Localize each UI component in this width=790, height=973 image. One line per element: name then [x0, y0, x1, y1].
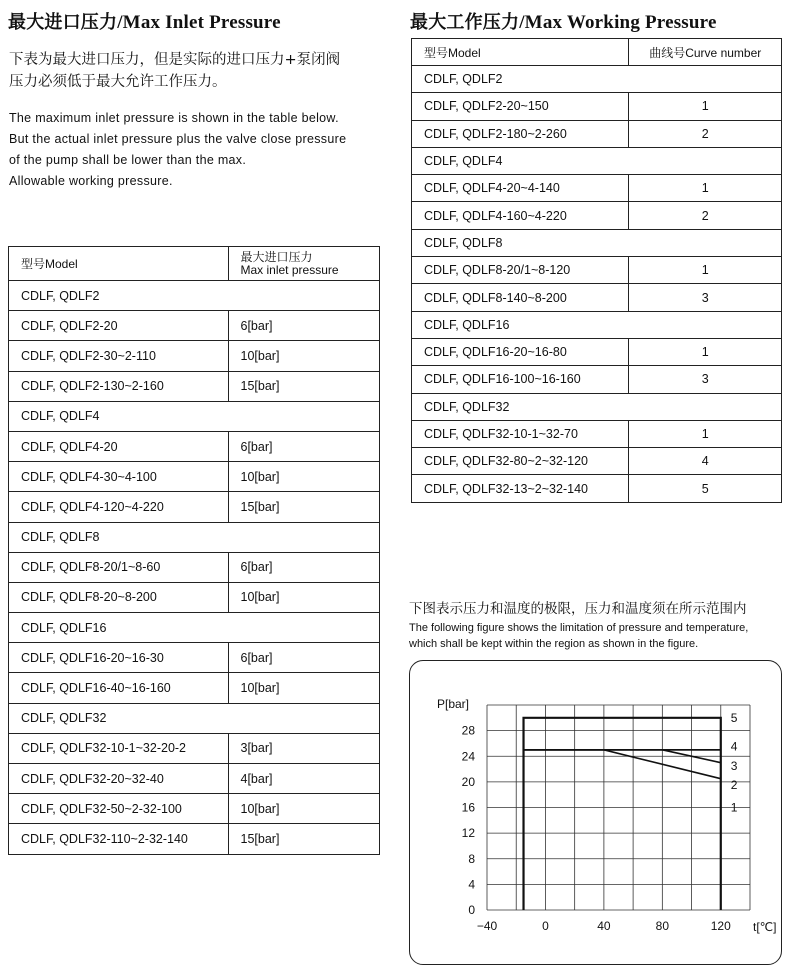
table-row	[9, 764, 380, 794]
model-cell: CDLF, QDLF8-20/1~8-120	[412, 257, 629, 284]
table-row	[412, 147, 782, 174]
table-row	[9, 341, 380, 371]
table-row	[9, 552, 380, 582]
col-curve-number-header: 曲线号Curve number	[629, 39, 782, 66]
model-cell: CDLF, QDLF2-20~150	[412, 93, 629, 120]
value-cell: 1	[629, 175, 782, 202]
model-cell: CDLF, QDLF2-30~2-110	[9, 341, 229, 371]
table-row	[412, 475, 782, 502]
value-cell: 1	[629, 93, 782, 120]
figure-note-en-line: which shall be kept within the region as shown in the figure.	[409, 638, 699, 650]
working-title-cn: 最大工作压力	[410, 12, 520, 33]
y-tick-label: 12	[461, 826, 475, 841]
curve-label-4: 4	[730, 739, 738, 754]
working-pressure-title	[410, 8, 717, 34]
table-row	[9, 613, 380, 643]
value-cell: 6[bar]	[228, 431, 380, 461]
model-cell: CDLF, QDLF32-10-1~32-70	[412, 420, 629, 447]
y-tick-label: 28	[461, 723, 475, 738]
value-cell: 15[bar]	[228, 492, 380, 522]
value-cell: 10[bar]	[228, 341, 380, 371]
table-row	[9, 582, 380, 612]
table-row	[9, 733, 380, 763]
table-row	[412, 311, 782, 338]
y-tick-label: 4	[468, 877, 475, 892]
x-tick-label: 0	[542, 919, 549, 933]
value-cell: 1	[629, 338, 782, 365]
inlet-desc-en-line: of the pump shall be lower than the max.	[9, 153, 247, 167]
model-cell: CDLF, QDLF2-180~2-260	[412, 120, 629, 147]
col-inlet-pressure-en: Max inlet pressure	[240, 262, 339, 277]
x-axis-label: t[℃]	[753, 920, 777, 934]
model-cell: CDLF, QDLF2-20	[9, 311, 229, 341]
model-cell: CDLF, QDLF4-20~4-140	[412, 175, 629, 202]
model-cell: CDLF, QDLF32-10-1~32-20-2	[9, 733, 229, 763]
table-row	[9, 703, 380, 733]
figure-note-en-line: The following figure shows the limitation of pressure and temperature,	[409, 622, 749, 634]
table-row	[412, 448, 782, 475]
inlet-pressure-table	[8, 246, 380, 855]
y-tick-label: 8	[468, 851, 475, 866]
inlet-desc-en-line: The maximum inlet pressure is shown in the table below.	[9, 111, 339, 125]
value-cell: 15[bar]	[228, 824, 380, 854]
curve-label-2: 2	[730, 778, 738, 793]
table-row	[9, 462, 380, 492]
table-row	[412, 257, 782, 284]
value-cell: 10[bar]	[228, 582, 380, 612]
model-cell: CDLF, QDLF16	[412, 311, 782, 338]
y-tick-label: 16	[461, 800, 475, 815]
col-model-header: 型号Model	[9, 247, 229, 281]
table-header-row	[9, 247, 380, 281]
y-axis-label: P[bar]	[437, 697, 470, 711]
value-cell: 2	[629, 202, 782, 229]
model-cell: CDLF, QDLF32	[9, 703, 380, 733]
value-cell: 6[bar]	[228, 311, 380, 341]
figure-note-en	[409, 620, 748, 652]
table-row	[9, 311, 380, 341]
inlet-desc-en	[9, 108, 346, 192]
value-cell: 3	[629, 366, 782, 393]
value-cell: 10[bar]	[228, 462, 380, 492]
table-row	[412, 202, 782, 229]
table-row	[9, 794, 380, 824]
table-row	[412, 120, 782, 147]
value-cell: 4	[629, 448, 782, 475]
inlet-title-en: /Max Inlet Pressure	[117, 12, 281, 33]
model-cell: CDLF, QDLF32-50~2-32-100	[9, 794, 229, 824]
model-cell: CDLF, QDLF2	[9, 281, 380, 311]
y-tick-label: 20	[461, 774, 475, 789]
value-cell: 5	[629, 475, 782, 502]
table-row	[9, 522, 380, 552]
curve-label-5: 5	[730, 710, 738, 725]
inlet-desc-en-line: But the actual inlet pressure plus the valve close pressure	[9, 132, 347, 146]
table-row	[412, 420, 782, 447]
working-title-en: /Max Working Pressure	[519, 12, 717, 33]
figure-note-cn: 下图表示压力和温度的极限，压力和温度须在所示范围内	[409, 601, 747, 617]
model-cell: CDLF, QDLF4-160~4-220	[412, 202, 629, 229]
model-cell: CDLF, QDLF8	[412, 229, 782, 256]
model-cell: CDLF, QDLF32-110~2-32-140	[9, 824, 229, 854]
col-inlet-pressure-cn: 最大进口压力	[240, 249, 313, 264]
col-inlet-pressure-header	[228, 247, 380, 281]
model-cell: CDLF, QDLF4-30~4-100	[9, 462, 229, 492]
table-row	[9, 371, 380, 401]
model-cell: CDLF, QDLF2	[412, 66, 782, 93]
x-tick-label: 120	[710, 919, 731, 933]
model-cell: CDLF, QDLF32-20~32-40	[9, 764, 229, 794]
model-cell: CDLF, QDLF32-13~2~32-140	[412, 475, 629, 502]
inlet-desc-cn	[9, 49, 340, 93]
table-row	[9, 643, 380, 673]
model-cell: CDLF, QDLF16	[9, 613, 380, 643]
model-cell: CDLF, QDLF32	[412, 393, 782, 420]
inlet-pressure-title	[8, 8, 281, 34]
y-tick-label: 0	[468, 903, 475, 917]
table-row	[412, 229, 782, 256]
model-cell: CDLF, QDLF16-20~16-30	[9, 643, 229, 673]
model-cell: CDLF, QDLF16-100~16-160	[412, 366, 629, 393]
x-tick-label: 40	[597, 919, 611, 933]
value-cell: 1	[629, 420, 782, 447]
model-cell: CDLF, QDLF4-120~4-220	[9, 492, 229, 522]
table-row	[412, 284, 782, 311]
inlet-title-cn: 最大进口压力	[8, 12, 118, 33]
y-tick-label: 24	[461, 749, 475, 764]
table-header-row	[412, 39, 782, 66]
model-cell: CDLF, QDLF4	[412, 147, 782, 174]
table-row	[9, 673, 380, 703]
x-tick-label: −40	[476, 919, 498, 933]
model-cell: CDLF, QDLF32-80~2~32-120	[412, 448, 629, 475]
table-row	[9, 401, 380, 431]
table-row	[412, 393, 782, 420]
x-tick-label: 80	[655, 919, 670, 933]
value-cell: 6[bar]	[228, 552, 380, 582]
value-cell: 2	[629, 120, 782, 147]
table-row	[412, 338, 782, 365]
table-row	[9, 431, 380, 461]
table-row	[412, 93, 782, 120]
value-cell: 3	[629, 284, 782, 311]
value-cell: 3[bar]	[228, 733, 380, 763]
table-row	[412, 66, 782, 93]
value-cell: 4[bar]	[228, 764, 380, 794]
model-cell: CDLF, QDLF4	[9, 401, 380, 431]
model-cell: CDLF, QDLF16-40~16-160	[9, 673, 229, 703]
model-cell: CDLF, QDLF8	[9, 522, 380, 552]
pressure-temperature-chart-frame	[409, 660, 782, 965]
table-row	[412, 175, 782, 202]
pressure-temperature-chart	[410, 661, 780, 963]
value-cell: 1	[629, 257, 782, 284]
value-cell: 15[bar]	[228, 371, 380, 401]
col-model-header: 型号Model	[412, 39, 629, 66]
value-cell: 10[bar]	[228, 794, 380, 824]
inlet-desc-cn-line: 下表为最大进口压力，但是实际的进口压力+泵闭阀	[9, 52, 341, 68]
table-row	[9, 281, 380, 311]
model-cell: CDLF, QDLF8-140~8-200	[412, 284, 629, 311]
model-cell: CDLF, QDLF8-20~8-200	[9, 582, 229, 612]
model-cell: CDLF, QDLF4-20	[9, 431, 229, 461]
table-row	[9, 492, 380, 522]
value-cell: 10[bar]	[228, 673, 380, 703]
value-cell: 6[bar]	[228, 643, 380, 673]
model-cell: CDLF, QDLF2-130~2-160	[9, 371, 229, 401]
working-pressure-table	[411, 38, 782, 503]
table-row	[412, 366, 782, 393]
table-row	[9, 824, 380, 854]
model-cell: CDLF, QDLF16-20~16-80	[412, 338, 629, 365]
curve-label-3: 3	[730, 758, 738, 773]
curve-label-1: 1	[730, 800, 738, 815]
inlet-desc-cn-line: 压力必须低于最大允许工作压力。	[9, 74, 227, 90]
model-cell: CDLF, QDLF8-20/1~8-60	[9, 552, 229, 582]
inlet-desc-en-line: Allowable working pressure.	[9, 174, 173, 188]
